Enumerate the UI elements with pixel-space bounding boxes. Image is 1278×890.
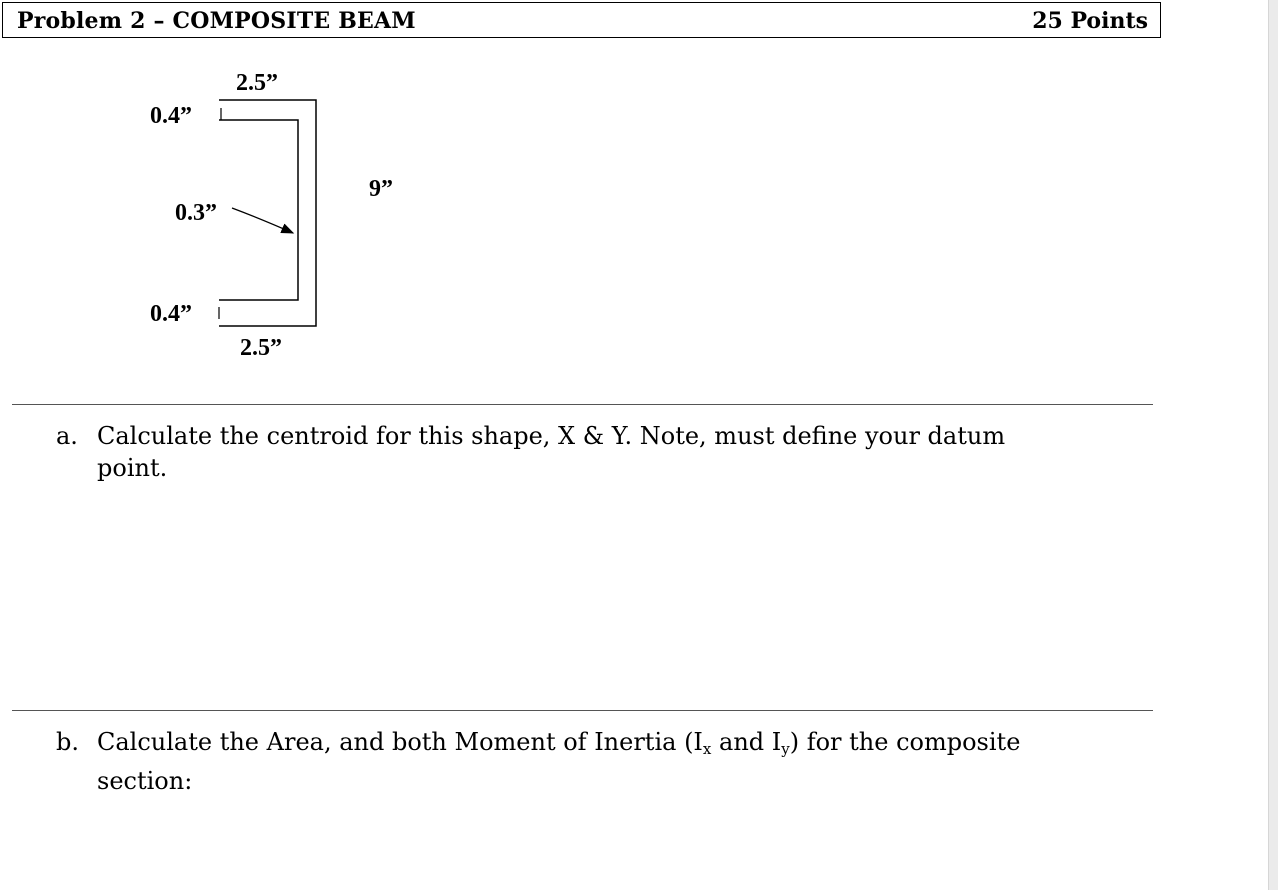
web-thickness-leader (232, 208, 293, 233)
top-width-label: 2.5” (236, 70, 278, 96)
right-scroll-gutter (1268, 0, 1278, 890)
question-a (56, 420, 1126, 490)
question-b-line1 (97, 726, 1117, 765)
divider-line (12, 710, 1153, 711)
channel-inner-outline (219, 120, 298, 300)
bottom-flange-thickness-label: 0.4” (150, 301, 192, 327)
question-a-line2: point. (97, 454, 168, 482)
question-a-text (97, 420, 1117, 484)
question-b-letter: b. (56, 728, 79, 756)
question-b-text (97, 726, 1117, 797)
divider-line (12, 404, 1153, 405)
subscript-y: y (781, 740, 790, 758)
height-label: 9” (369, 176, 393, 202)
web-thickness-label: 0.3” (175, 200, 217, 226)
question-b (56, 726, 1126, 796)
channel-outline (219, 100, 316, 326)
question-b-text-part: Calculate the Area, and both Moment of Inertia (I (97, 728, 703, 756)
question-a-letter: a. (56, 422, 78, 450)
channel-section-figure (0, 0, 480, 370)
top-flange-thickness-label: 0.4” (150, 103, 192, 129)
problem-title: Problem 2 – COMPOSITE BEAM (17, 8, 416, 34)
question-b-line2: section: (97, 767, 193, 795)
subscript-x: x (702, 740, 712, 758)
question-a-line1: Calculate the centroid for this shape, X & Y. Note, must define your datum (97, 422, 1006, 450)
bottom-width-label: 2.5” (240, 335, 282, 361)
problem-points: 25 Points (1032, 8, 1148, 34)
question-b-text-part: and I (711, 728, 782, 756)
question-b-text-part: ) for the composite (789, 728, 1021, 756)
